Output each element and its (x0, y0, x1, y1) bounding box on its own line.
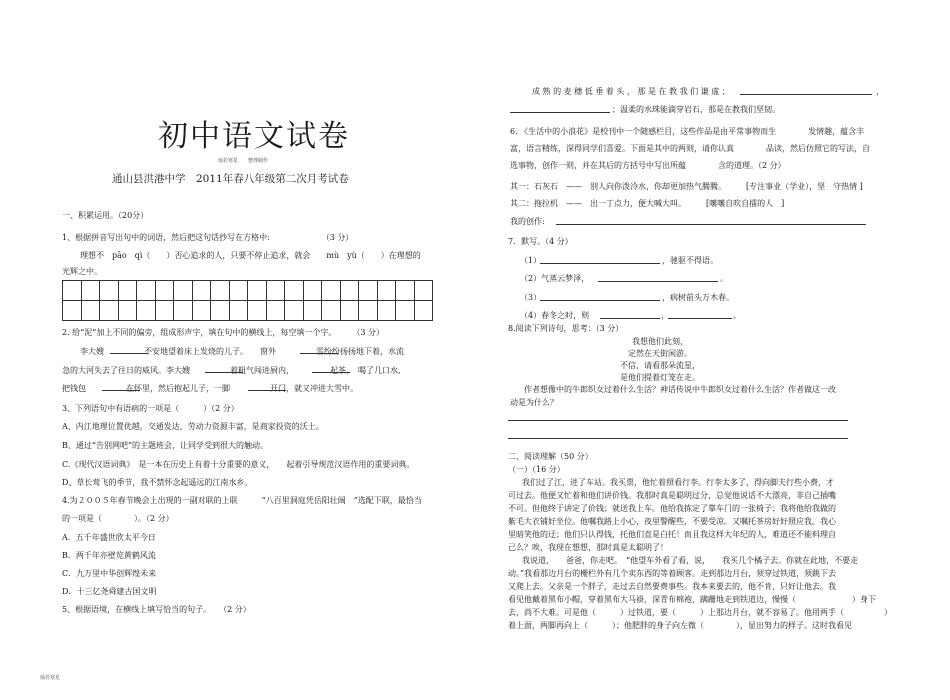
example-1: 其一：石灰石 —— 别人向你泼冷水，你却更加热气腾腾。 [专注事业（学业），坚 守热情 ] (510, 182, 863, 191)
passage-line: 我说道， 爸爸，你走吧。 “他望车外看了看，说， 我买几个橘子去。你就在此地，不要走 (522, 556, 859, 565)
question-6: 6. 《生活中的小浪花》是校刊中一个随感栏目，这些作品是由平常事物而生 发情趣，蕴含丰 (510, 127, 865, 136)
question-7: 7．默写。（4 分） (508, 237, 573, 246)
poem-line: 我想他们此刻， (632, 337, 688, 346)
page-title: 初中语文试卷 (158, 119, 350, 154)
question-2-text-a: 李大嫂 不安地望着床上发烧的儿子。 窗外 雪纷纷扬扬地下着，水流 (80, 347, 404, 356)
exam-subtitle: 通山县洪港中学 2011年春八年级第二次月考试卷 (112, 173, 349, 185)
option-a: A．五千年盛世欣太平今日 (62, 533, 156, 542)
poem-line: 不信，请看那朵流星， (620, 361, 700, 370)
writing-grid[interactable] (62, 280, 433, 321)
passage-line: 又爬上去。父亲是一个胖子，走过去自然要费事些。我本来要去的，他不肯，只好让他去。我 (508, 582, 836, 591)
blank-line[interactable] (598, 281, 718, 282)
answer-line[interactable] (556, 224, 866, 225)
passage-line: 我们过了江，进了车站。我买票，他忙着照看行李。行李太多了，得向脚夫行些小费，才 (522, 478, 834, 487)
blank-line[interactable] (510, 112, 610, 113)
section-1-heading: 一、积累运用。（20分） (62, 211, 149, 220)
recite-3-text: ，病树前头万木春。 (662, 293, 734, 302)
passage-line: 里暗笑他的迂；他们只认得钱，托他们直是白托！而且我这样大年纪的人，难道还不能料理自 (508, 530, 836, 539)
section-2-heading: 二、阅读理解（50 分） (508, 452, 593, 461)
blank-line[interactable] (110, 353, 148, 354)
option-b: B．两千年亦壁览黄鹤风流 (62, 551, 156, 560)
passage-line: 着上面，两脚再向上（ ）；他肥胖的身子向左微（ ），显出努力的样子。这时我看见 (508, 621, 852, 630)
question-8-prompt: 作者想像中的牛郎织女过着什么生活？神话传说中牛郎织女过着什么生活？作者做这一改 (524, 385, 836, 394)
blank-line[interactable] (600, 318, 660, 319)
recite-3-num: （3） (520, 293, 542, 302)
passage-line: 不可。但他终于讲定了价钱；就送我上车。他给我拣定了靠车门的一张椅子；我将他给我做的 (508, 504, 836, 513)
byline: 灿若寒星 整理制作 (218, 158, 269, 164)
question-6-text-b: 富，语言精练，深得同学们喜爱。下面是其中的两则，请你认真 品读，然后仿照它的写法，自 (510, 144, 870, 153)
question-8-prompt-2: 动是为什么？ (510, 398, 558, 407)
page-footer: 灿若寒星 (40, 675, 61, 681)
passage-line: 紫毛大衣铺好坐位。他嘱我路上小心，夜里警醒些，不要受凉。又嘱托茶房好好照应我。我心 (508, 517, 836, 526)
question-5: 5、根据语境，在横线上填写恰当的句子。 （2 分） (62, 605, 251, 614)
blank-line[interactable] (540, 263, 660, 264)
poem-line: 是他们提着灯笼在走。 (620, 373, 700, 382)
q5-line-2: ；温柔的水珠能滴穿岩石，那是在教我们坚韧。 (612, 105, 780, 114)
question-2-text-b: 急的大河失去了往日的威风。李大嫂 着粗气闯进厨内， 起茶， 喝了几口水, (62, 366, 401, 375)
option-a: A、内江地理位置优越，交通发达，劳动力资源丰富，是商家投资的沃土。 (62, 422, 324, 431)
option-d: D、草长莺飞的季节，我不禁怀念起遥远的江南水乡。 (62, 478, 253, 487)
option-b: B、通过“告别网吧”的主题班会，让同学受到很大的触动。 (62, 441, 269, 450)
question-1: 1、根据拼音写出句中的词语，然后把这句话抄写在方格中: （3 分） (62, 233, 354, 242)
option-c: C.《现代汉语词典》 是一本在历史上有着十分重要的意义， 起着引导规范汉语作用的重要词典。 (62, 460, 415, 469)
blank-line[interactable] (300, 353, 338, 354)
recite-2-text: （2）气蒸云梦泽， (520, 274, 590, 283)
passage-line: 看见他戴着黑布小帽，穿着黑布大马褂，深青布棉袍，蹒跚地走到铁道边，慢慢（ ）身下 (508, 595, 876, 604)
blank-line[interactable] (248, 390, 286, 391)
passage-line: 动。”我看那边月台的栅栏外有几个卖东西的等着顾客。走到那边月台，须穿过铁道，须跳下去 (508, 569, 837, 578)
recite-1-text: ，驰驱不得语。 (662, 256, 718, 265)
q5-line-1-end: ， (876, 87, 884, 96)
answer-line[interactable] (508, 438, 848, 439)
answer-line[interactable] (508, 420, 848, 421)
question-1-text-a: 理想不 pāo qì（ ）否心追求的人，只要不停止追求，就会 mù yù（ ）在理想的 (80, 251, 421, 260)
blank-line[interactable] (312, 372, 350, 373)
question-4-text-b: 的一项是（ ）。（2 分） (62, 514, 174, 523)
my-creation-label: 我的创作: (510, 217, 545, 226)
question-2: 2. 给“泥”加上不同的偏旁，组成形声字，填在句中的横线上，每空填一个字。 （3 分） (62, 328, 384, 337)
question-8: 8.阅读下列诗句，思考：（3 分） (508, 324, 624, 333)
blank-line[interactable] (102, 390, 140, 391)
question-2-text-c: 把钱包 在怀里，然后抱起儿子，一脚 开门，就又冲进大雪中。 (62, 384, 358, 393)
recite-4-text: （4）春冬之时，则 (520, 311, 590, 320)
passage-line: 去，尚不大难。可是他（ ）过铁道，要（ ）上那边月台，就不容易了。他用两手（ ） (508, 608, 892, 617)
passage-line: 己么？唉，我现在想想，那时真是太聪明了！ (508, 543, 668, 552)
passage-line: 可过去。他便又忙着和他们讲价钱。我那时真是聪明过分，总觉他说话不大漂亮，非自己插嘴 (508, 491, 836, 500)
poem-line: 定然在天街闲游。 (628, 349, 692, 358)
question-6-text-c: 选事物，创作一则，并在其后的方括号中写出所蕴 含的道理。（2 分） (510, 161, 786, 170)
recite-4-end: 。 (733, 311, 741, 320)
recite-2-end: 。 (720, 274, 728, 283)
blank-line[interactable] (740, 94, 872, 95)
option-c: C．九万里中华创辉煌未来 (62, 569, 157, 578)
option-d: D．十三亿尧舜建古国文明 (62, 587, 157, 596)
question-4: 4.为２００５年春节晚会上出现的一副对联的上联 “八百里洞庭凭岳阳壮阔 ”选配下联，最恰当 (62, 496, 422, 505)
blank-line[interactable] (205, 372, 243, 373)
example-2: 其二：拖拉机 —— 出一丁点力，便大喊大叫。 [嚷嚷自吹自擂的人 ] (510, 199, 785, 208)
recite-1-num: （1） (520, 256, 542, 265)
blank-line[interactable] (668, 318, 732, 319)
question-3: 3、下列语句中有语病的一项是（ ）（2 分） (62, 404, 239, 413)
subsection-1-heading: （一）（16 分） (508, 465, 565, 474)
question-1-text-b: 光辉之中。 (62, 267, 102, 276)
recite-4-comma: ， (661, 311, 669, 320)
blank-line[interactable] (540, 300, 660, 301)
q5-line-1: 成 熟 的 麦 穗 低 垂 着 头 ， 那 是 在 教 我 们 谦 虚 ； (532, 87, 730, 96)
